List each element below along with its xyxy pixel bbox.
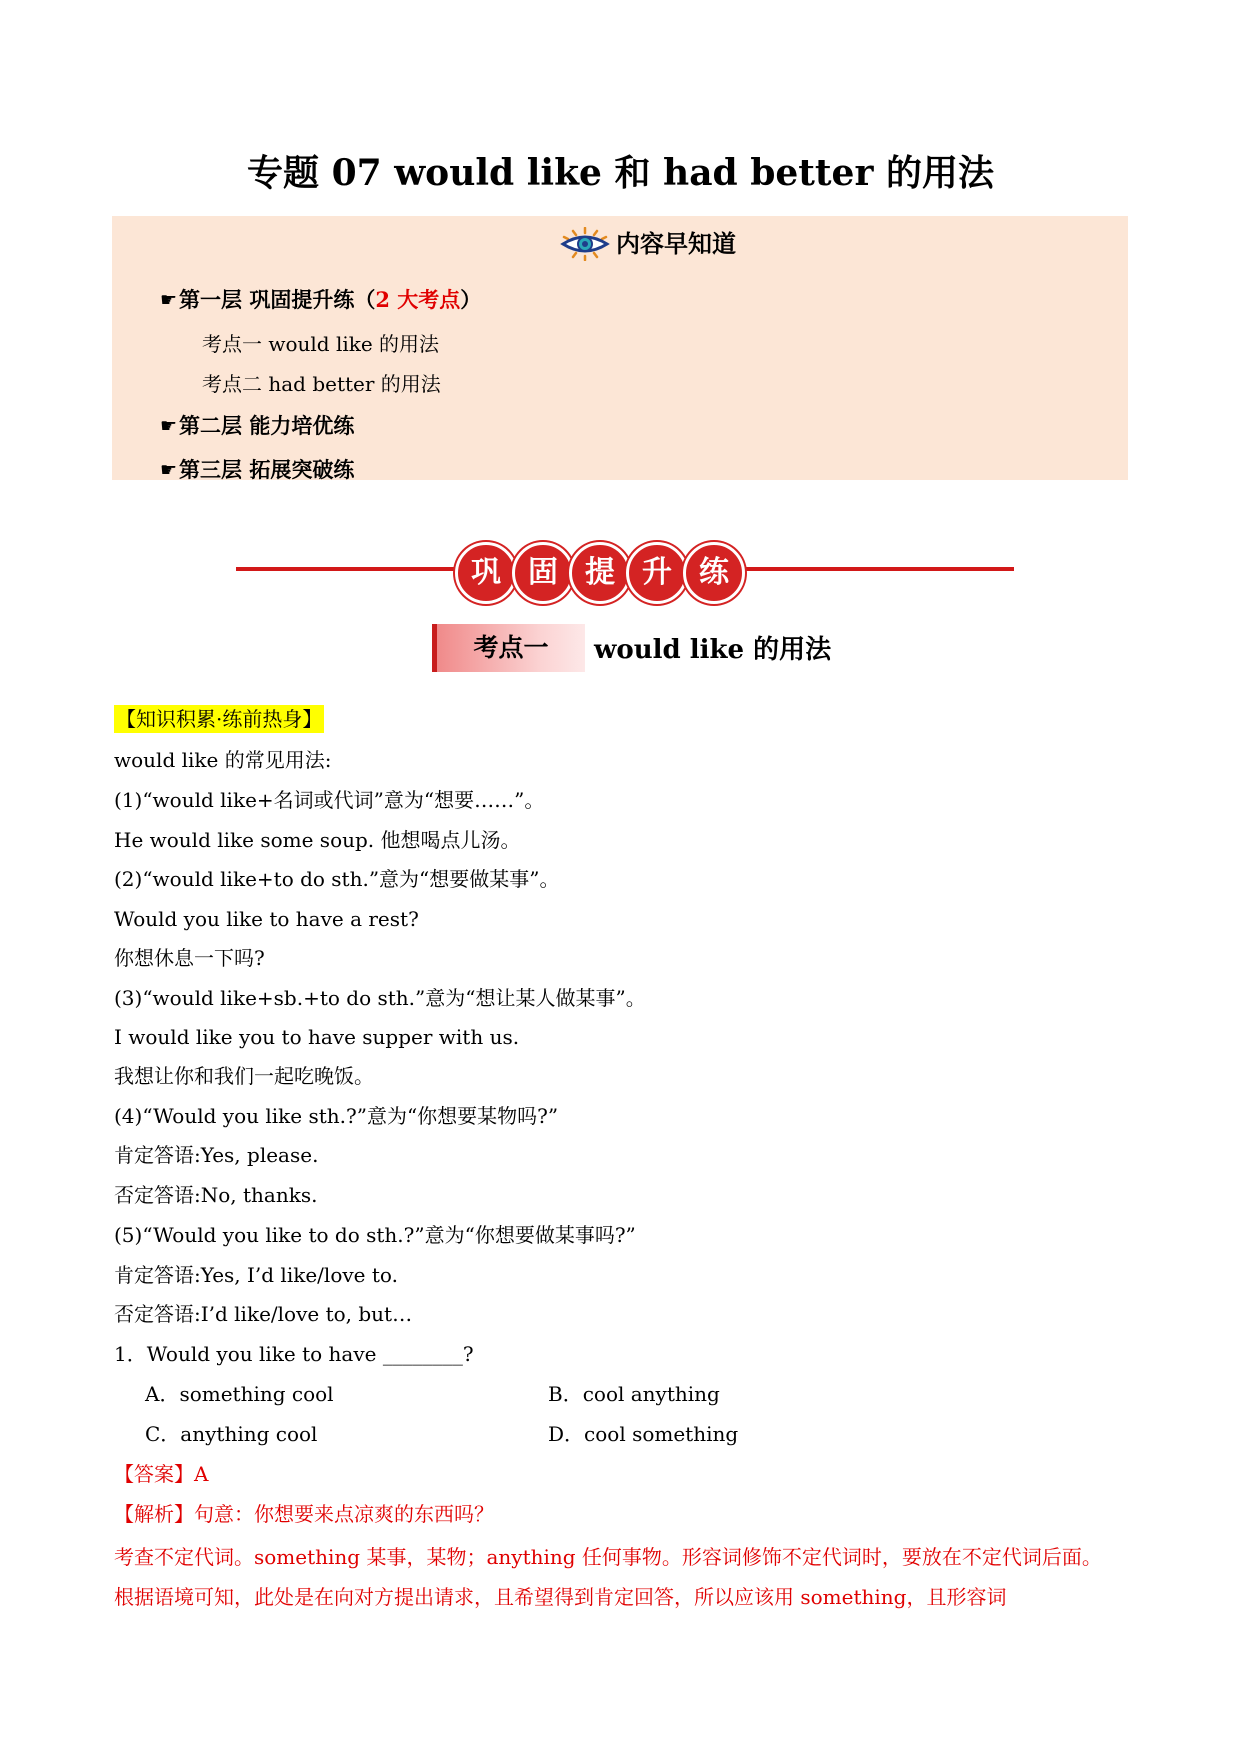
section-title: would like 的用法: [594, 635, 832, 665]
banner-char-3: 提: [569, 542, 631, 604]
section-tag: 考点一: [432, 624, 585, 672]
knowledge-line: 否定答语:I’d like/love to, but…: [114, 1302, 413, 1326]
tier-1-label: 第一层 巩固提升练（: [179, 287, 376, 312]
knowledge-line: (2)“would like+to do sth.”意为“想要做某事”。: [114, 867, 560, 891]
banner-char-5: 练: [683, 542, 745, 604]
knowledge-line: (3)“would like+sb.+to do sth.”意为“想让某人做某事”。: [114, 986, 646, 1010]
tier-1-count: 2 大考点: [375, 287, 461, 312]
pointing-hand-icon: ☛: [160, 289, 178, 311]
banner-char-1: 巩: [455, 542, 517, 604]
knowledge-line: Would you like to have a rest?: [114, 907, 419, 931]
tier-1-row: [160, 284, 481, 316]
tier-3-row: [160, 454, 354, 486]
tier-1-point-1: 考点一 would like 的用法: [202, 332, 440, 356]
banner-char-2: 固: [512, 542, 574, 604]
tier-3-label: 第三层 拓展突破练: [179, 457, 355, 482]
pointing-hand-icon: ☛: [160, 415, 178, 437]
summary-heading: [560, 224, 736, 264]
knowledge-line: I would like you to have supper with us.: [114, 1025, 520, 1049]
tier-2-row: [160, 410, 354, 442]
knowledge-line: 肯定答语:Yes, I’d like/love to.: [114, 1263, 398, 1287]
banner-char-4: 升: [626, 542, 688, 604]
summary-heading-text: 内容早知道: [616, 229, 736, 258]
knowledge-line: 否定答语:No, thanks.: [114, 1183, 318, 1207]
knowledge-line: would like 的常见用法:: [114, 748, 332, 772]
question-1-stem: 1．Would you like to have ________?: [114, 1342, 474, 1366]
question-1-option-c: C．anything cool: [145, 1422, 318, 1446]
tier-2-label: 第二层 能力培优练: [179, 413, 355, 438]
question-1-analysis-1: 【解析】句意：你想要来点凉爽的东西吗？: [114, 1502, 494, 1526]
question-1-answer: 【答案】A: [114, 1462, 209, 1486]
knowledge-line: (1)“would like+名词或代词”意为“想要……”。: [114, 788, 545, 812]
question-1-option-b: B．cool anything: [548, 1382, 720, 1406]
tier-1-point-2: 考点二 had better 的用法: [202, 372, 441, 396]
pointing-hand-icon: ☛: [160, 459, 178, 481]
knowledge-line: 肯定答语:Yes, please.: [114, 1143, 319, 1167]
warmup-label: 【知识积累·练前热身】: [116, 707, 323, 731]
question-1-option-a: A．something cool: [145, 1382, 334, 1406]
eye-icon: [560, 227, 610, 261]
tier-1-close: ）: [460, 287, 482, 312]
question-1-option-d: D．cool something: [548, 1422, 739, 1446]
knowledge-line: (4)“Would you like sth.?”意为“你想要某物吗?”: [114, 1104, 559, 1128]
question-1-analysis-2: 考查不定代词。something 某事，某物；anything 任何事物。形容词修饰不定代词时，要放在不定代词后面。根据语境可知，此处是在向对方提出请求，且希望得到肯定回答，所以应该用 something，且形容词: [114, 1545, 1102, 1609]
knowledge-line: 我想让你和我们一起吃晚饭。: [114, 1064, 374, 1088]
page-title: 专题 07 would like 和 had better 的用法: [247, 152, 994, 194]
knowledge-line: (5)“Would you like to do sth.?”意为“你想要做某事吗?”: [114, 1223, 636, 1247]
knowledge-line: He would like some soup. 他想喝点儿汤。: [114, 828, 521, 852]
knowledge-line: 你想休息一下吗?: [114, 946, 265, 970]
